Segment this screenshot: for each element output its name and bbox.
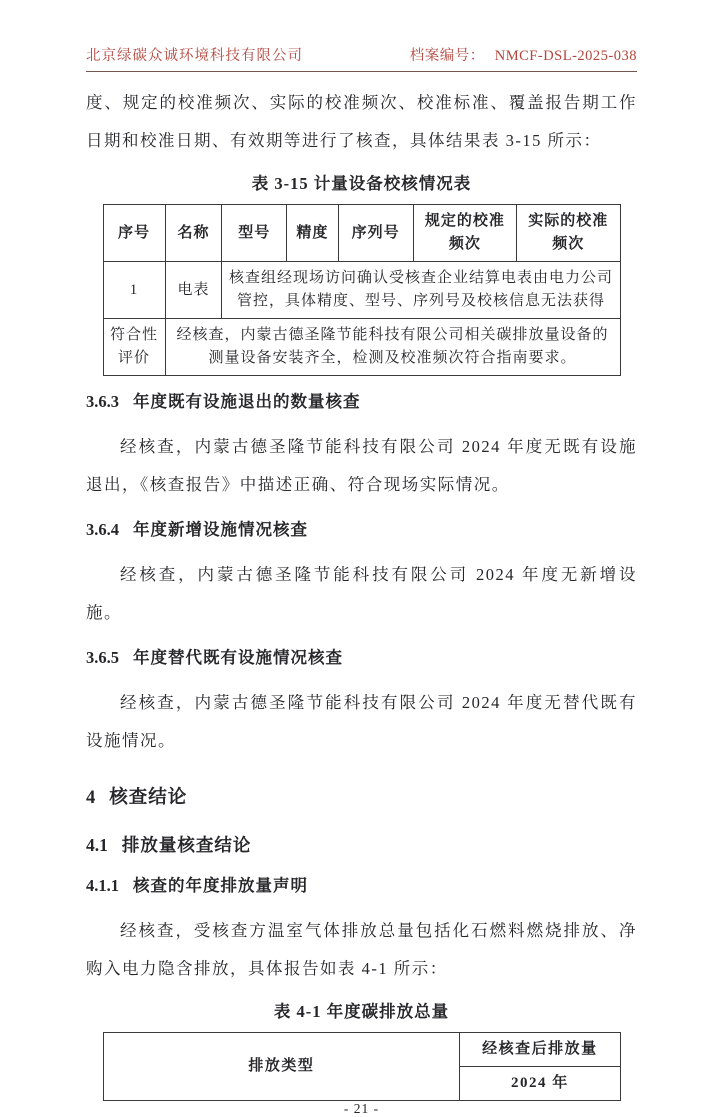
cell-emission-type-header: 排放类型 xyxy=(103,1033,460,1101)
paragraph-4-1-1: 经核查，受核查方温室气体排放总量包括化石燃料燃烧排放、净购入电力隐含排放，具体报告如表 4-1 所示： xyxy=(86,921,637,978)
heading-4-1 xyxy=(86,830,637,860)
heading-4-1-number: 4.1 xyxy=(86,835,108,855)
header-company-name: 北京绿碳众诚环境科技有限公司 xyxy=(86,48,303,64)
heading-4-1-1 xyxy=(86,872,637,900)
paragraph-3-6-5: 经核查，内蒙古德圣隆节能科技有限公司 2024 年度无替代既有设施情况。 xyxy=(86,693,637,750)
table-3-15-title: 表 3-15 计量设备校核情况表 xyxy=(251,174,472,193)
col-header-serial: 序列号 xyxy=(338,205,413,262)
col-header-required-freq: 规定的校准频次 xyxy=(413,205,516,262)
col-header-name: 名称 xyxy=(165,205,222,262)
heading-3-6-3-number: 3.6.3 xyxy=(86,392,119,411)
heading-4-1-title: 排放量核查结论 xyxy=(121,835,252,855)
heading-3-6-3 xyxy=(86,388,637,416)
heading-4-1-1-number: 4.1.1 xyxy=(86,876,119,895)
cell-meter-detail: 核查组经现场访问确认受核查企业结算电表由电力公司管控，具体精度、型号、序列号及校核信息无法获得 xyxy=(222,262,620,319)
table-4-1-title: 表 4-1 年度碳排放总量 xyxy=(273,1002,450,1021)
cell-conformity-detail: 经核查，内蒙古德圣隆节能科技有限公司相关碳排放量设备的测量设备安装齐全，检测及校准频次符合指南要求。 xyxy=(165,319,620,376)
paragraph-3-6-4: 经核查，内蒙古德圣隆节能科技有限公司 2024 年度无新增设施。 xyxy=(86,565,637,622)
paragraph-calibration-continued: 度、规定的校准频次、实际的校准频次、校准标准、覆盖报告期工作日期和校准日期、有效期等进行了核查，具体结果表 3-15 所示： xyxy=(86,93,637,150)
paragraph-3-6-3: 经核查，内蒙古德圣隆节能科技有限公司 2024 年度无既有设施退出，《核查报告》中描述正确、符合现场实际情况。 xyxy=(86,437,637,494)
cell-device-name: 电表 xyxy=(165,262,222,319)
col-header-seq: 序号 xyxy=(103,205,165,262)
page-header xyxy=(86,44,637,72)
heading-4-1-1-title: 核查的年度排放量声明 xyxy=(133,876,308,895)
table-row-conformity xyxy=(103,319,620,376)
col-header-precision: 精度 xyxy=(287,205,339,262)
table-3-15 xyxy=(103,204,621,376)
heading-3-6-4-title: 年度新增设施情况核查 xyxy=(133,520,308,539)
file-number-label: 档案编号： xyxy=(409,48,485,64)
file-number-value: NMCF-DSL-2025-038 xyxy=(494,48,637,64)
table-4-1-row-1 xyxy=(103,1033,620,1067)
page-number: - 21 - xyxy=(343,1101,380,1116)
table-3-15-header-row xyxy=(103,205,620,262)
col-header-actual-freq: 实际的校准频次 xyxy=(517,205,620,262)
cell-year-2024: 2024 年 xyxy=(460,1067,620,1101)
col-header-model: 型号 xyxy=(222,205,287,262)
heading-3-6-4 xyxy=(86,516,637,544)
heading-3-6-5-number: 3.6.5 xyxy=(86,648,119,667)
heading-4-number: 4 xyxy=(86,788,96,808)
heading-3-6-5-title: 年度替代既有设施情况核查 xyxy=(133,648,343,667)
heading-4 xyxy=(86,782,637,814)
cell-verified-emission-header: 经核查后排放量 xyxy=(460,1033,620,1067)
table-4-1 xyxy=(103,1032,621,1101)
heading-3-6-3-title: 年度既有设施退出的数量核查 xyxy=(133,392,361,411)
heading-4-title: 核查结论 xyxy=(109,788,188,808)
heading-3-6-4-number: 3.6.4 xyxy=(86,520,119,539)
cell-conformity-label: 符合性评价 xyxy=(103,319,165,376)
header-file-number xyxy=(410,44,637,65)
heading-3-6-5 xyxy=(86,644,637,672)
cell-seq: 1 xyxy=(103,262,165,319)
table-row-meter xyxy=(103,262,620,319)
